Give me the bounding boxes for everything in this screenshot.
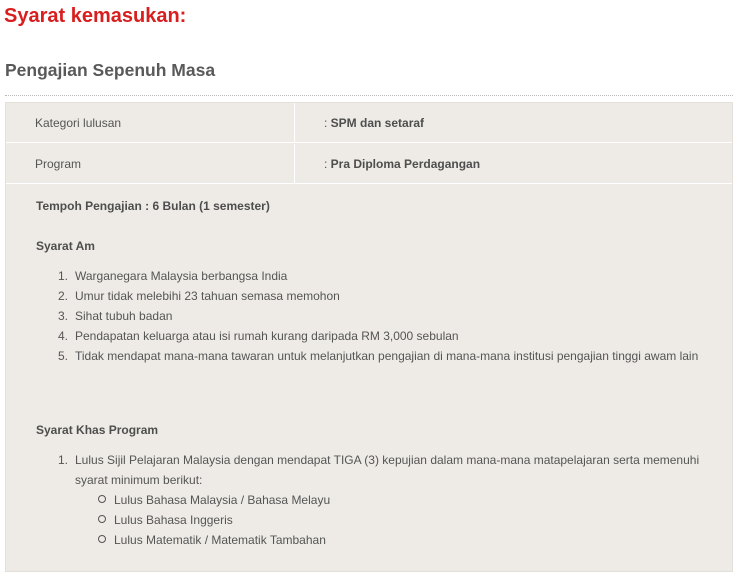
syarat-am-list [58,266,698,366]
list-text: Warganegara Malaysia berbangsa India [75,269,288,283]
list-text: syarat minimum berikut: [75,473,203,487]
cell-separator [294,144,295,183]
dotted-divider [5,95,733,96]
info-row-kategori [6,103,732,143]
tempoh-pengajian: Tempoh Pengajian : 6 Bulan (1 semester) [36,199,270,213]
syarat-khas-sublist [98,490,330,550]
info-value-text: Pra Diploma Perdagangan [330,157,481,171]
list-text: Pendapatan keluarga atau isi rumah kurang daripada RM 3,000 sebulan [75,329,459,343]
list-item-continuation [58,470,699,490]
list-number: 1. [58,453,69,467]
cell-separator [294,103,295,142]
list-number: 5. [58,349,69,363]
syarat-khas-list [58,450,699,490]
info-value-text: SPM dan setaraf [330,116,425,130]
list-item [58,450,699,470]
info-prefix: : [324,157,331,171]
section-title: Pengajian Sepenuh Masa [5,60,216,80]
list-text: Lulus Sijil Pelajaran Malaysia dengan mendapat TIGA (3) kepujian dalam mana-mana matapelajaran serta memenuhi [75,453,700,467]
list-number: 4. [58,329,69,343]
info-label-program: Program [35,157,82,171]
info-value-kategori [324,103,424,143]
syarat-khas-heading: Syarat Khas Program [36,423,159,437]
sublist-text: Lulus Bahasa Inggeris [114,513,233,527]
list-item [58,306,698,326]
list-number: 1. [58,269,69,283]
list-number: 3. [58,309,69,323]
list-item [58,266,698,286]
sublist-text: Lulus Matematik / Matematik Tambahan [114,533,326,547]
info-label-kategori: Kategori lulusan [35,116,122,130]
syarat-am-heading: Syarat Am [36,239,95,253]
circle-bullet-icon [98,535,106,543]
circle-bullet-icon [98,495,106,503]
page-title: Syarat kemasukan: [4,5,187,27]
sublist-text: Lulus Bahasa Malaysia / Bahasa Melayu [114,493,331,507]
list-item [58,326,698,346]
info-row-program [6,144,732,184]
sublist-item [98,490,330,510]
requirements-panel [5,102,733,572]
sublist-item [98,510,330,530]
info-prefix: : [324,116,331,130]
list-text: Tidak mendapat mana-mana tawaran untuk melanjutkan pengajian di mana-mana institusi pengajian tinggi awam lain [75,349,699,363]
circle-bullet-icon [98,515,106,523]
info-value-program [324,144,480,184]
list-text: Sihat tubuh badan [75,309,173,323]
list-number: 2. [58,289,69,303]
list-item [58,286,698,306]
sublist-item [98,530,330,550]
list-item [58,346,698,366]
list-text: Umur tidak melebihi 23 tahuan semasa memohon [75,289,340,303]
